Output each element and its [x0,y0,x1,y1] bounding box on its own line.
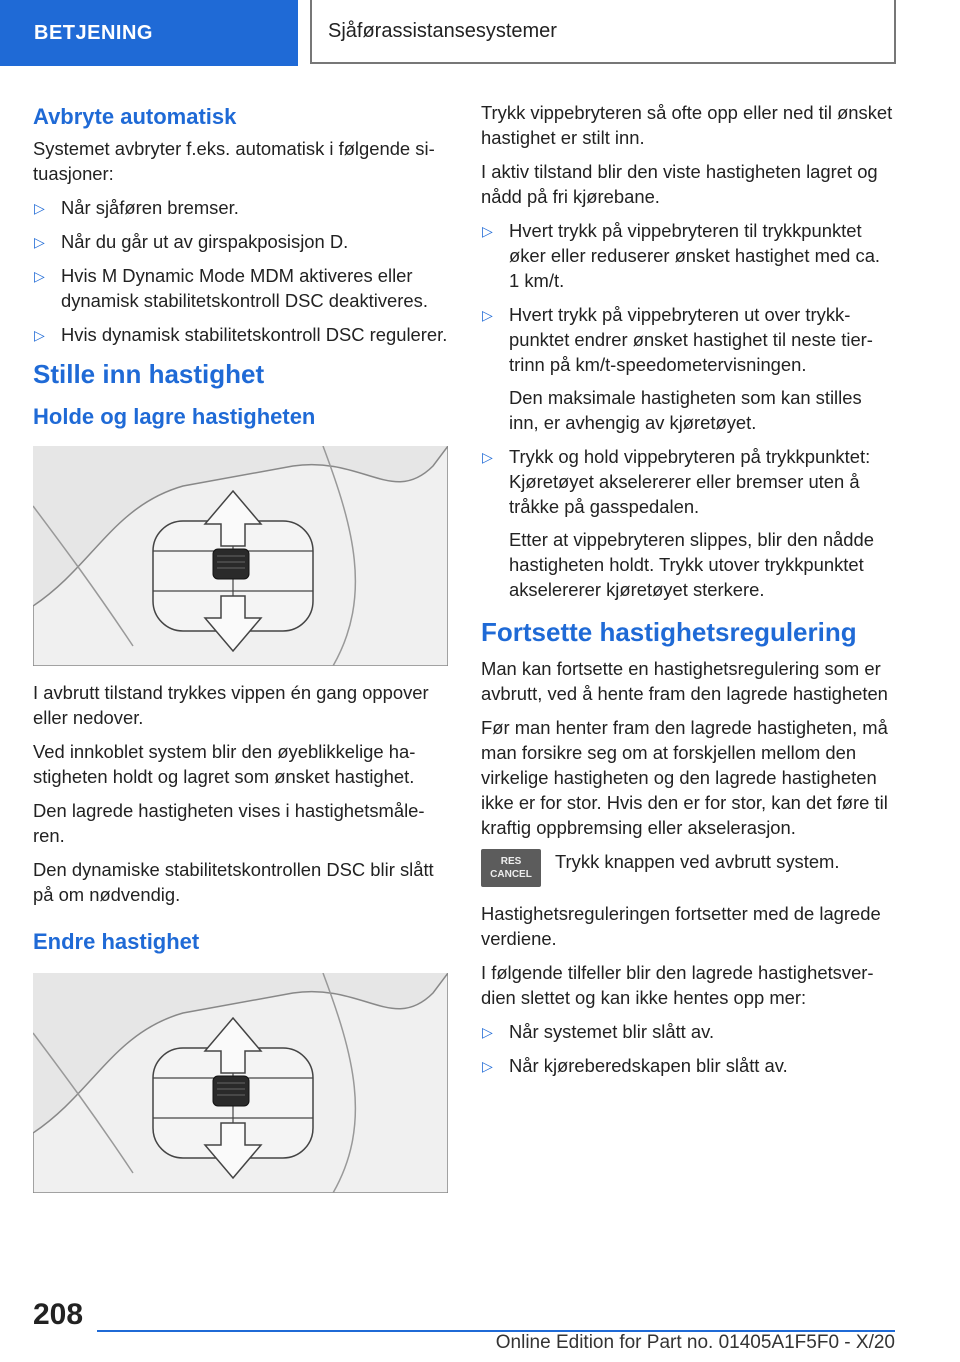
triangle-bullet-icon: ▷ [482,1024,493,1040]
heading-holde: Holde og lagre hastigheten [33,404,316,429]
list-item: ▷ Når du går ut av girspakposisjon D. [33,229,448,254]
paragraph: Hastighetsreguleringen fortsetter med de lagrede verdiene. [481,903,881,949]
chapter-title: BETJENING [34,21,153,44]
list-avbryte [33,195,448,347]
right-column [481,100,895,1087]
section-title: Sjåførassistansesystemer [328,19,557,42]
list-item: ▷ Hvert trykk på vippebryteren ut over trykkpunktet endrer ønsket hastighet til neste tiertrinn på km/t-speedometervisningen. Den maksimale hastigheten som kan stilles inn, er avhengig av kjøretøyet. [481,302,895,435]
triangle-bullet-icon: ▷ [482,1058,493,1074]
paragraph: Trykk vippebryteren så ofte opp eller ned til ønsket hastighet er stilt inn. [481,102,893,148]
triangle-bullet-icon: ▷ [482,449,493,465]
rocker-switch-illustration [33,446,448,666]
triangle-bullet-icon: ▷ [482,307,493,323]
paragraph: Man kan fortsette en hastighetsregulering som er avbrutt, ved å hente fram den lagrede hastigheten [481,658,888,704]
list-item: ▷ Trykk og hold vippebryteren på trykkpunktet: Kjøretøyet akselererer eller bremser uten å tråkke på gasspedalen. Etter at vippebryteren slippes, blir den nådde hastigheten holdt. Trykk utover trykkpunktet akselererer kjøretøyet sterkere. [481,444,895,602]
triangle-bullet-icon: ▷ [482,223,493,239]
res-instruction-text: Trykk knappen ved avbrutt system. [555,851,840,872]
list-item: ▷ Når systemet blir slått av. [481,1019,895,1044]
triangle-bullet-icon: ▷ [34,327,45,343]
paragraph: Den lagrede hastigheten vises i hastighetsmåleren. [33,800,425,846]
list-item-note: Etter at vippebryteren slippes, blir den nådde hastigheten holdt. Trykk utover trykkpunktet akselererer kjøretøyet sterkere. [509,529,874,600]
paragraph: Før man henter fram den lagrede hastigheten, må man forsikre seg om at forskjellen mellom den virkelige hastigheten og den lagrede hastigheten ikke er for stor. Hvis den er for stor, kan det føre til kraftig oppbremsing eller akselerasjon. [481,717,888,838]
heading-avbryte: Avbryte automatisk [33,104,237,129]
res-cancel-button-icon: RES CANCEL [481,849,541,887]
paragraph: Systemet avbryter f.eks. automatisk i følgende situasjoner: [33,138,435,184]
paragraph: I følgende tilfeller blir den lagrede hastighetsverdien slettet og kan ikke hentes opp mer: [481,962,874,1008]
chapter-tab[interactable] [0,0,298,66]
list-item-note: Den maksimale hastigheten som kan stilles inn, er avhengig av kjøretøyet. [509,387,862,433]
paragraph: I aktiv tilstand blir den viste hastigheten lagret og nådd på fri kjørebane. [481,161,878,207]
footer-edition-text: Online Edition for Part no. 01405A1F5F0 - X/20 [495,1332,895,1353]
triangle-bullet-icon: ▷ [34,268,45,284]
steering-wheel-switch-image [33,446,448,666]
paragraph: I avbrutt tilstand trykkes vippen én gang oppover eller nedover. [33,682,429,728]
triangle-bullet-icon: ▷ [34,234,45,250]
heading-endre: Endre hastighet [33,929,200,954]
heading-stille: Stille inn hastighet [33,359,265,389]
paragraph: Ved innkoblet system blir den øyeblikkelige hastigheten holdt og lagret som ønsket hastighet. [33,741,416,787]
page-number: 208 [33,1298,84,1331]
section-header [310,0,896,64]
list-item: ▷ Hvis M Dynamic Mode MDM aktiveres eller dynamisk stabilitetskontroll DSC deaktiveres. [34,265,428,311]
list-item: ▷ Hvert trykk på vippebryteren til trykkpunktet øker eller reduserer ønsket hastighet med ca. 1 km/t. [482,220,881,291]
rocker-switch-illustration [33,973,448,1193]
res-instruction-row [481,849,895,887]
list-endre [481,218,895,602]
list-item: ▷ Når sjåføren bremser. [33,195,448,220]
list-slettet [481,1019,895,1078]
heading-fortsette: Fortsette hastighetsregulering [481,617,857,647]
steering-wheel-switch-image-2 [33,973,448,1193]
left-column [33,100,448,1193]
paragraph: Den dynamiske stabilitetskontrollen DSC blir slått på om nødvendig. [33,859,434,905]
list-item: ▷ Når kjøreberedskapen blir slått av. [481,1053,895,1078]
list-item: ▷ Hvis dynamisk stabilitetskontroll DSC regulerer. [33,322,448,347]
triangle-bullet-icon: ▷ [34,200,45,216]
